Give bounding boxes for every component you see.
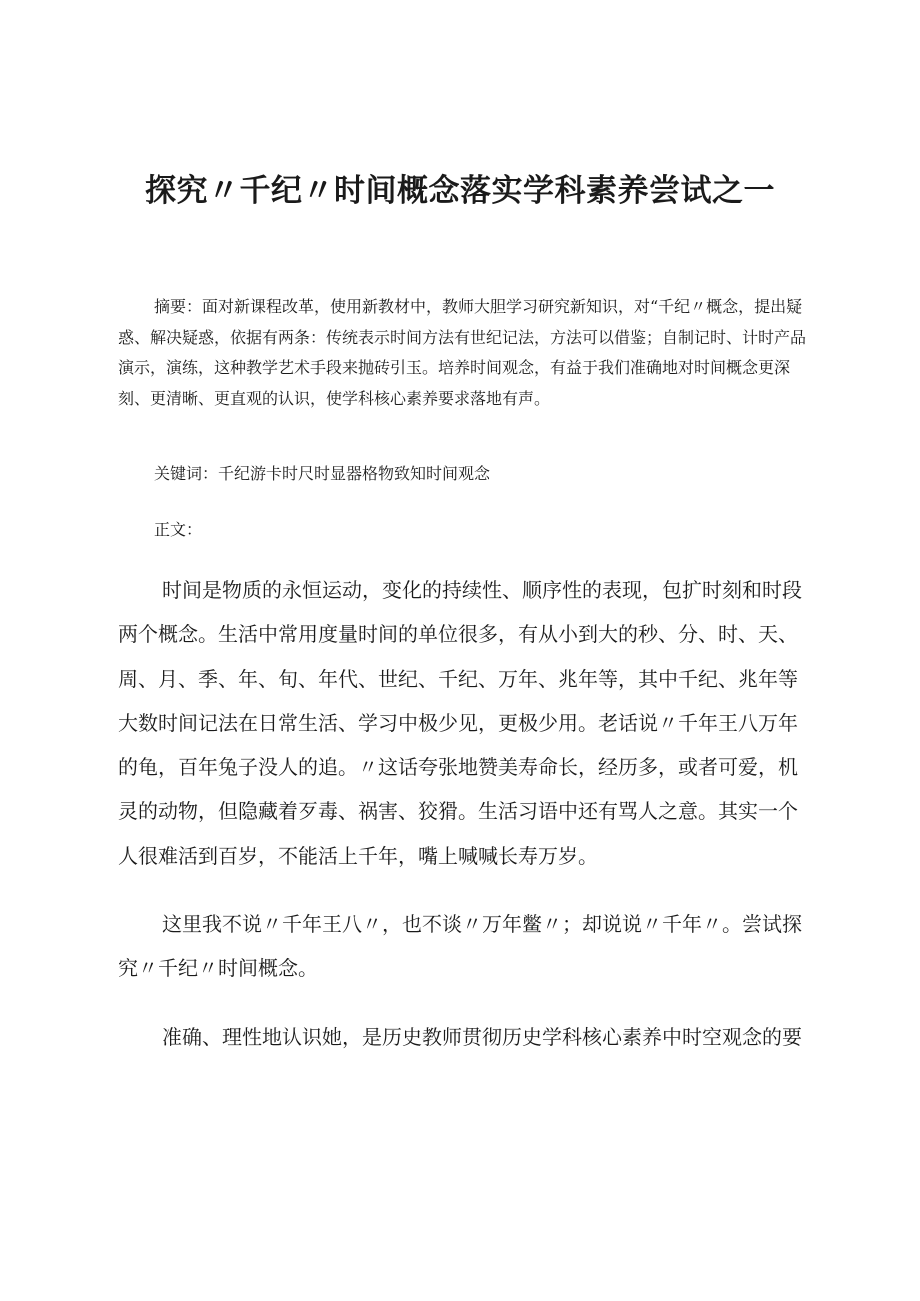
- body-label: 正文：: [154, 520, 203, 539]
- body-paragraph-2: 这里我不说〃千年王八〃，也不谈〃万年鳖〃；却说说〃千年〃。尝试探究〃千纪〃时间概念。: [118, 912, 802, 981]
- body-paragraph-3: 准确、理性地认识她，是历史教师贯彻历史学科核心素养中时空观念的要: [162, 1025, 802, 1049]
- document-title: 探究〃千纪〃时间概念落实学科素养尝试之一: [145, 172, 775, 209]
- abstract-paragraph: 摘要：面对新课程改革，使用新教材中，教师大胆学习研究新知识，对“千纪〃概念，提出疑惑、解决疑惑，依据有两条：传统表示时间方法有世纪记法，方法可以借鉴；自制记时、计时产品演示，演练，这种教学艺术手段来抛砖引玉。培养时间观念，有益于我们准确地对时间概念更深刻、更清晰、更直观的认识，使学科核心素养要求落地有声。: [118, 297, 807, 408]
- keywords-line: 关键词：千纪游卡时尺时显器格物致知时间观念: [154, 464, 491, 483]
- body-paragraph-1: 时间是物质的永恒运动，变化的持续性、顺序性的表现，包扩时刻和时段两个概念。生活中常用度量时间的单位很多，有从小到大的秒、分、时、天、周、月、季、年、旬、年代、世纪、千纪、万年、兆年等，其中千纪、兆年等大数时间记法在日常生活、学习中极少见，更极少用。老话说〃千年王八万年的龟，百年兔子没人的追。〃这话夸张地赞美寿命长，经历多，或者可爱，机灵的动物，但隐藏着歹毒、祸害、狡猾。生活习语中还有骂人之意。其实一个人很难活到百岁，不能活上千年，嘴上喊喊长寿万岁。: [118, 578, 802, 868]
